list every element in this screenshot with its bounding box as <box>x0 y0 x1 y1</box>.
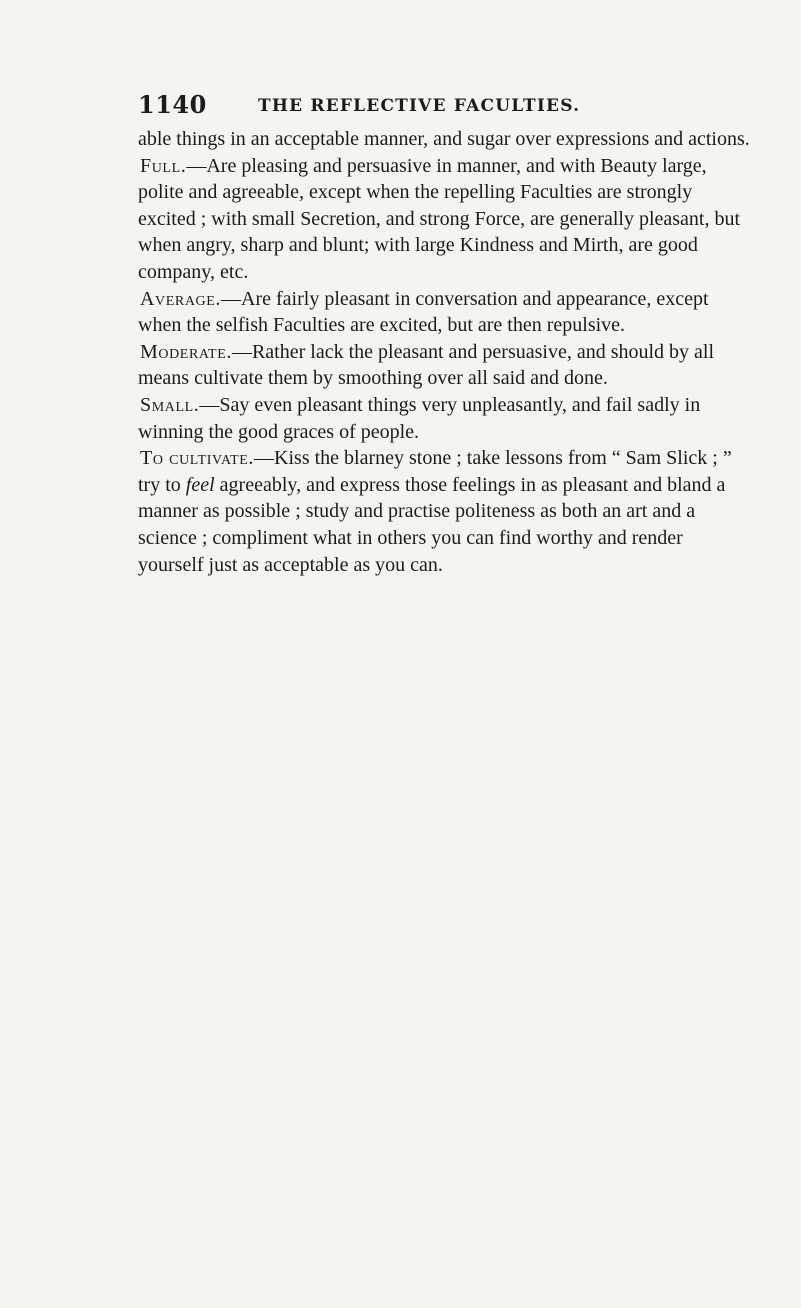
page-header <box>138 90 748 120</box>
paragraph-lead: To cultivate. <box>140 447 255 470</box>
paragraph-small <box>138 392 750 445</box>
running-head: THE REFLECTIVE FACULTIES. <box>258 96 581 116</box>
emphasized-word: feel <box>185 473 215 496</box>
paragraph-lead: Average. <box>140 287 222 310</box>
paragraph-lead: Moderate. <box>140 340 232 363</box>
paragraph-text: —Say even pleasant things very unpleasantly, and fail sadly in winning the good graces of people. <box>138 393 701 443</box>
paragraph-text: —Kiss the blarney stone ; take lessons from “ Sam Slick ; ” try to <box>138 447 732 496</box>
body-text <box>138 126 750 578</box>
paragraph-lead: Full. <box>140 154 187 177</box>
paragraph-text: able things in an acceptable manner, and sugar over expressions and actions. <box>138 128 750 150</box>
paragraph-text: —Are pleasing and persuasive in manner, and with Beauty large, polite and agreeable, except when the repelling Faculties are strongly excited ; with small Secretion, and strong Force, are generally pleasant, but when angry, sharp and blunt; with large Kindness and Mirth, are good company, etc. <box>138 154 741 283</box>
paragraph-average <box>138 286 750 339</box>
paragraph-to-cultivate <box>138 445 750 578</box>
paragraph-full <box>138 153 750 286</box>
paragraph-moderate <box>138 339 750 392</box>
paragraph-text: agreeably, and express those feelings in as pleasant and bland a manner as possible ; study and practise politeness as both an art and a science ; compliment what in others you can find worthy and render yourself just as acceptable as you can. <box>138 473 726 576</box>
paragraph-lead: Small. <box>140 393 200 416</box>
paragraph-continuation <box>138 126 750 153</box>
paragraph-text: —Rather lack the pleasant and persuasive, and should by all means cultivate them by smoothing over all said and done. <box>138 340 715 390</box>
paragraph-text: —Are fairly pleasant in conversation and appearance, except when the selfish Faculties are excited, but are then repulsive. <box>138 287 709 337</box>
page-number: 1140 <box>138 90 207 119</box>
